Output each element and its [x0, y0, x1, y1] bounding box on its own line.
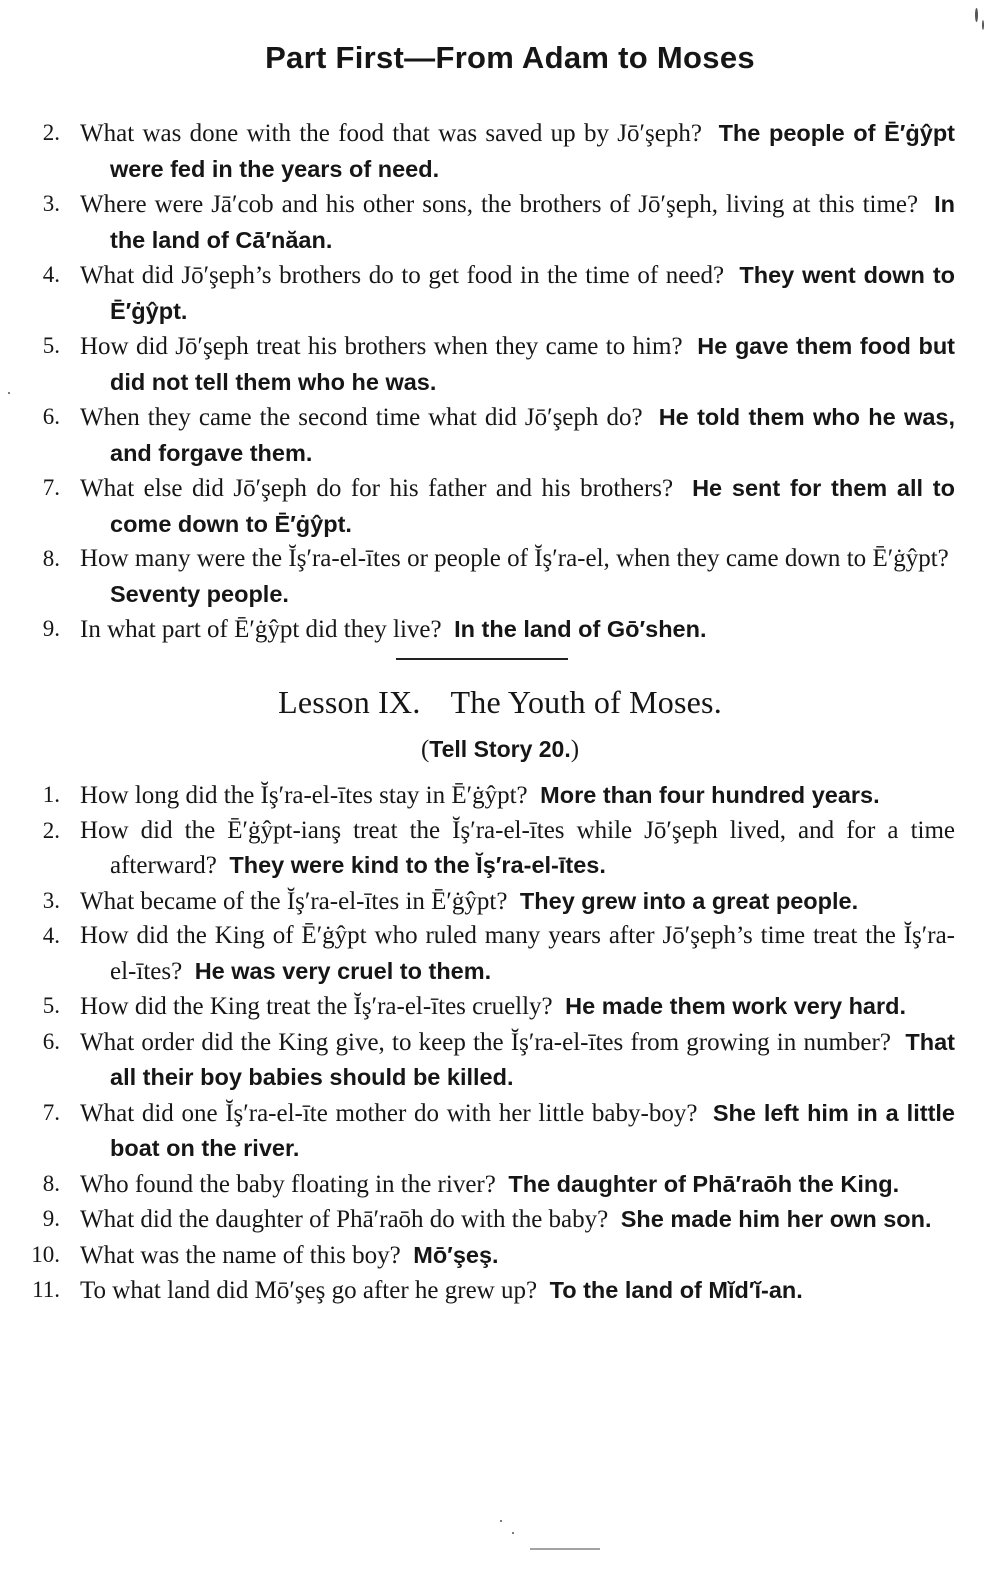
answer-text: The daughter of Phā′raōh the King. — [508, 1170, 900, 1197]
lesson-subtitle — [0, 736, 1000, 764]
item-number: 2. — [42, 120, 60, 145]
answer-text: More than four hundred years. — [540, 782, 880, 808]
item-number: 9. — [42, 616, 60, 641]
question-text: What became of the Ĭş′ra-el-ītes in Ē′ġŷpt? — [80, 887, 508, 915]
question-text: How did Jō′şeph treat his brothers when they came to him? — [80, 333, 683, 360]
answer-text: He was very cruel to them. — [194, 957, 492, 984]
question-text: Where were Jā′cob and his other sons, the brothers of Jō′şeph, living at this time? — [80, 191, 919, 218]
item-number: 2. — [42, 817, 60, 843]
answer-text: In the land of Cā′năan. — [110, 191, 956, 253]
paper-speck — [8, 392, 10, 394]
list-item — [20, 919, 955, 989]
list-item — [20, 612, 955, 648]
running-head: Part First—From Adam to Moses — [265, 40, 755, 75]
question-text: What order did the King give, to keep the Ĭş′ra-el-ītes from growing in number? — [80, 1028, 891, 1056]
list-item — [20, 542, 955, 612]
list-item — [20, 471, 955, 542]
question-text: Who found the baby floating in the river? — [80, 1170, 496, 1198]
question-text: What did one Ĭş′ra-el-īte mother do with her little baby-boy? — [80, 1099, 698, 1127]
paper-speck — [982, 20, 984, 30]
open-paren: ( — [420, 736, 430, 763]
item-number: 11. — [32, 1277, 60, 1302]
item-number: 5. — [42, 993, 60, 1018]
answer-text: To the land of Mĭd′ĭ-an. — [549, 1277, 803, 1303]
item-number: 4. — [42, 923, 60, 948]
item-number: 7. — [42, 475, 60, 500]
question-text: How did the King of Ē′ġŷpt who ruled many years after Jō′şeph’s time treat the Ĭş′ra-el-ītes? — [80, 922, 955, 985]
list-item — [20, 400, 955, 471]
item-number: 8. — [42, 1170, 60, 1196]
question-list-part-first — [20, 116, 955, 648]
list-item — [20, 187, 955, 258]
lesson-subtitle-text: Tell Story 20. — [429, 736, 571, 762]
lesson-label: Lesson IX. — [278, 684, 421, 720]
list-item — [20, 814, 955, 884]
answer-text: He made them work very hard. — [565, 993, 907, 1019]
paper-speck — [500, 1520, 502, 1522]
list-item — [20, 778, 955, 814]
item-number: 3. — [42, 887, 60, 913]
page-speck-line — [530, 1548, 600, 1550]
answer-text: He gave them food but did not tell them who he was. — [110, 333, 955, 395]
list-item — [20, 1096, 955, 1167]
answer-text: That all their boy babies should be killed. — [110, 1028, 956, 1090]
answer-text: He told them who he was, and forgave them. — [110, 404, 956, 466]
item-number: 10. — [31, 1241, 60, 1267]
answer-text: The people of Ē′ġŷpt were fed in the years of need. — [110, 120, 955, 182]
answer-text: She left him in a little boat on the river. — [110, 1099, 955, 1161]
question-text: How long did the Ĭş′ra-el-ītes stay in Ē′ġŷpt? — [80, 782, 528, 809]
answer-text: They went down to Ē′ġŷpt. — [110, 262, 955, 324]
question-text: What did Jō′şeph’s brothers do to get food in the time of need? — [80, 262, 725, 289]
item-number: 7. — [42, 1099, 60, 1125]
list-item — [20, 1025, 955, 1096]
question-text: What did the daughter of Phā′raōh do with the baby? — [80, 1206, 609, 1233]
answer-text: Seventy people. — [110, 580, 289, 607]
item-number: 4. — [42, 262, 60, 287]
question-text: What was done with the food that was saved up by Jō′şeph? — [80, 120, 702, 147]
item-number: 6. — [42, 1028, 60, 1054]
list-item — [20, 1238, 955, 1274]
answer-text: In the land of Gō′shen. — [454, 616, 707, 642]
lesson-title: The Youth of Moses. — [450, 684, 722, 720]
question-text: How many were the Ĭş′ra-el-ītes or people of Ĭş′ra-el, when they came down to Ē′ġŷpt? — [80, 545, 949, 572]
list-item — [20, 884, 955, 920]
answer-text: They were kind to the Ĭş′ra-el-ītes. — [229, 852, 606, 878]
question-text: What was the name of this boy? — [80, 1241, 401, 1269]
item-number: 8. — [42, 546, 60, 571]
item-number: 3. — [42, 191, 60, 216]
list-item — [20, 1273, 955, 1309]
paper-speck — [975, 8, 978, 22]
item-number: 5. — [42, 333, 60, 358]
answer-text: Mō′şeş. — [413, 1241, 499, 1268]
list-item — [20, 258, 955, 329]
question-text: In what part of Ē′ġŷpt did they live? — [80, 616, 442, 643]
question-text: How did the King treat the Ĭş′ra-el-ītes cruelly? — [80, 993, 553, 1020]
paper-speck — [512, 1532, 514, 1534]
question-text: How did the Ē′ġŷpt-ianş treat the Ĭş′ra-el-ītes while Jō′şeph lived, and for a time afterward? — [80, 816, 955, 879]
answer-text: He sent for them all to come down to Ē′ġŷpt. — [110, 475, 955, 537]
list-item — [20, 329, 955, 400]
question-text: To what land did Mō′şeş go after he grew up? — [80, 1277, 538, 1304]
question-text: What else did Jō′şeph do for his father and his brothers? — [80, 475, 674, 502]
section-divider — [396, 658, 568, 660]
list-item — [20, 989, 955, 1025]
question-list-lesson-ix — [20, 778, 955, 1309]
list-item — [20, 1202, 955, 1238]
answer-text: She made him her own son. — [620, 1206, 932, 1232]
list-item — [20, 1167, 955, 1203]
item-number: 9. — [42, 1206, 60, 1231]
lesson-heading — [0, 684, 1000, 721]
item-number: 6. — [42, 404, 60, 429]
question-text: When they came the second time what did Jō′şeph do? — [80, 404, 643, 431]
answer-text: They grew into a great people. — [519, 887, 859, 914]
list-item — [20, 116, 955, 187]
item-number: 1. — [42, 782, 60, 807]
close-paren: ) — [570, 736, 580, 763]
